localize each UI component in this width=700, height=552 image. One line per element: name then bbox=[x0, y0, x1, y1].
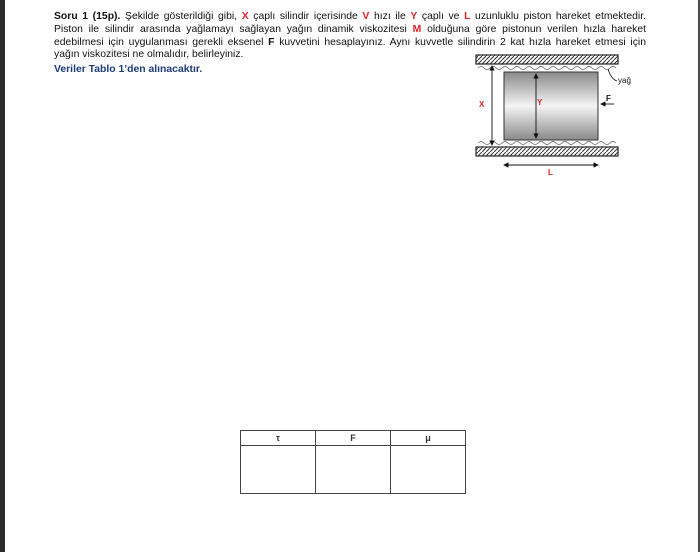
piston-cylinder-figure bbox=[470, 52, 640, 182]
data-table bbox=[240, 430, 466, 494]
left-window-edge bbox=[0, 0, 5, 552]
question-segment: çaplı ve bbox=[417, 11, 465, 22]
question-segment: Y bbox=[410, 11, 418, 22]
data-source-note: Veriler Tablo 1’den alınacaktır. bbox=[54, 64, 203, 75]
question-segment: olduğuna göre pistonun verilen hızla hareket bbox=[421, 23, 646, 35]
oil-leader-line bbox=[608, 69, 617, 81]
cylinder-top-wall bbox=[476, 55, 618, 64]
oil-film-top bbox=[478, 67, 616, 70]
question-segment: V bbox=[362, 11, 370, 22]
table-header-row bbox=[241, 431, 466, 446]
label-oil: yağ bbox=[618, 76, 631, 85]
question-line bbox=[54, 24, 646, 37]
table-row bbox=[241, 446, 466, 494]
question-segment: Soru 1 (15p). bbox=[54, 11, 121, 22]
label-l: L bbox=[548, 168, 553, 177]
question-segment: kuvvetini hesaplayınız. Aynı kuvvetle silindirin 2 kat hızla hareket etmesi için bbox=[274, 36, 646, 48]
question-line bbox=[54, 37, 646, 50]
question-segment: F bbox=[268, 36, 275, 48]
piston bbox=[504, 72, 598, 140]
header-mu: μ bbox=[391, 431, 466, 446]
question-segment: yağın viskozitesi ne olmalıdır, belirleyiniz. bbox=[54, 49, 244, 61]
label-x: X bbox=[479, 100, 485, 109]
cell-force bbox=[316, 446, 391, 494]
question-segment: hızı ile bbox=[369, 11, 411, 22]
question-line bbox=[54, 11, 646, 24]
cylinder-bottom-wall bbox=[476, 147, 618, 156]
label-f: F bbox=[606, 94, 611, 103]
question-segment: X bbox=[241, 11, 249, 22]
question-segment: Şekilde gösterildiği gibi, bbox=[120, 11, 242, 22]
header-force: F bbox=[316, 431, 391, 446]
question-segment: L bbox=[464, 11, 471, 22]
question-segment: edebilmesi için uygulanması gerekli eksenel bbox=[54, 36, 269, 48]
question-segment: uzunluklu piston hareket etmektedir. bbox=[470, 11, 647, 22]
question-segment: çaplı silindir içerisinde bbox=[248, 11, 363, 22]
oil-film-bottom bbox=[478, 142, 616, 145]
piston-diagram bbox=[470, 52, 640, 182]
header-tau: τ bbox=[241, 431, 316, 446]
question-segment: Piston ile silindir arasında yağlamayı sağlayan yağın dinamik viskozitesi bbox=[54, 23, 413, 35]
label-y: Y bbox=[537, 98, 543, 107]
cell-tau bbox=[241, 446, 316, 494]
cell-mu bbox=[391, 446, 466, 494]
question-segment: M bbox=[412, 23, 422, 35]
